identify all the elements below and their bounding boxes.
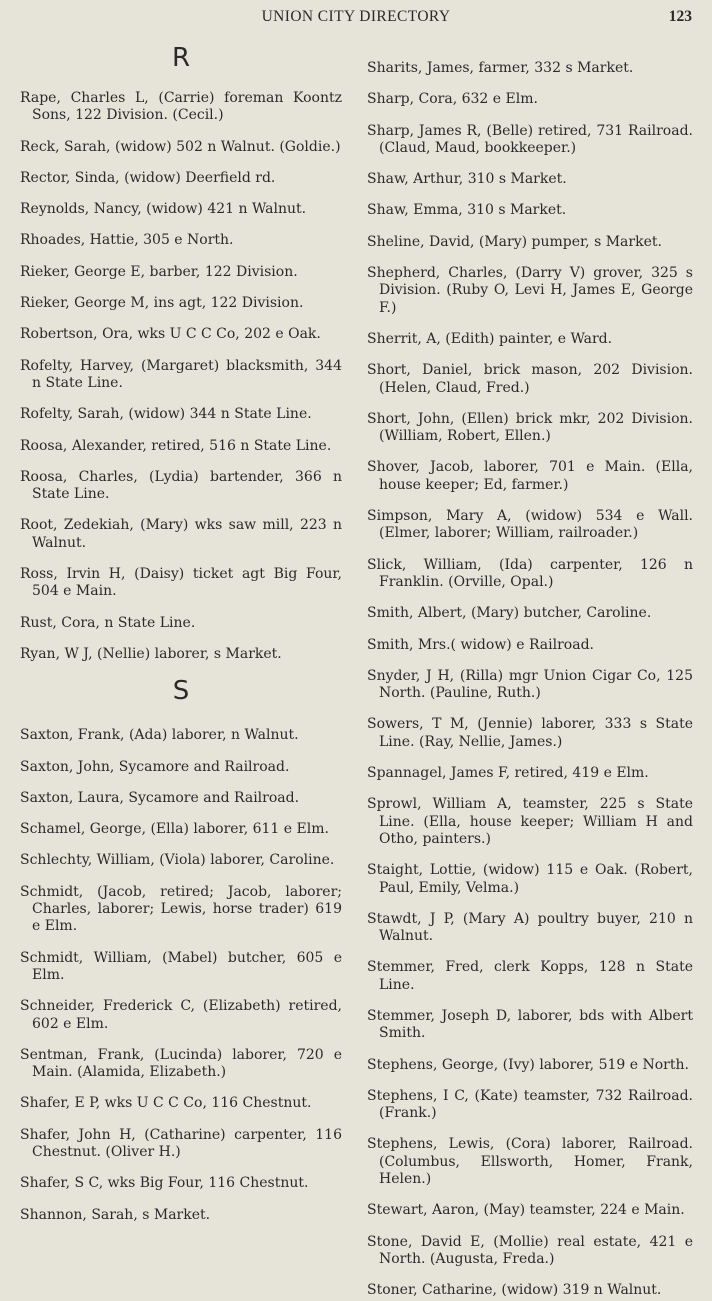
directory-entry: Rieker, George E, barber, 122 Division. [20, 263, 298, 280]
directory-entry: Stemmer, Joseph D, laborer, bds with Albert Smith. [367, 1007, 693, 1042]
directory-entry: Rieker, George M, ins agt, 122 Division. [20, 295, 304, 312]
directory-entry: Saxton, Laura, Sycamore and Railroad. [20, 789, 300, 806]
directory-entry: Root, Zedekiah, (Mary) wks saw mill, 223 n Walnut. [20, 517, 342, 551]
page-header [0, 6, 712, 30]
running-title: UNION CITY DIRECTORY [261, 8, 451, 25]
directory-entry: Short, John, (Ellen) brick mkr, 202 Division. (William, Robert, Ellen.) [367, 410, 693, 445]
directory-entry: Shaw, Arthur, 310 s Market. [367, 171, 567, 188]
directory-entry: Sentman, Frank, (Lucinda) laborer, 720 e Main. (Alamida, Elizabeth.) [20, 1046, 342, 1081]
directory-entry: Stoner, Catharine, (widow) 319 n Walnut. [367, 1282, 662, 1299]
directory-entry: Schlechty, William, (Viola) laborer, Caroline. [20, 852, 335, 869]
directory-entry: Shafer, John H, (Catharine) carpenter, 116 Chestnut. (Oliver H.) [20, 1126, 342, 1160]
section-letter-s: S [172, 676, 190, 707]
directory-entry: Sowers, T M, (Jennie) laborer, 333 s State Line. (Ray, Nellie, James.) [367, 716, 693, 750]
directory-entry: Simpson, Mary A, (widow) 534 e Wall. (Elmer, laborer; William, railroader.) [367, 508, 693, 542]
directory-entry: Sharits, James, farmer, 332 s Market. [367, 60, 634, 76]
directory-entry: Shafer, E P, wks U C C Co, 116 Chestnut. [20, 1095, 312, 1112]
directory-entry: Stephens, Lewis, (Cora) laborer, Railroad. (Columbus, Ellsworth, Homer, Frank, Helen.) [367, 1136, 693, 1188]
directory-entry: Stone, David E, (Mollie) real estate, 421 e North. (Augusta, Freda.) [367, 1233, 693, 1267]
directory-entry: Shepherd, Charles, (Darry V) grover, 325 s Division. (Ruby O, Levi H, James E, George F.) [367, 265, 693, 316]
directory-entry: Stewart, Aaron, (May) teamster, 224 e Main. [367, 1202, 685, 1219]
entries-right-list [367, 60, 693, 1300]
directory-entry: Ryan, W J, (Nellie) laborer, s Market. [20, 645, 282, 662]
directory-entry: Shaw, Emma, 310 s Market. [367, 202, 567, 219]
directory-entry: Robertson, Ora, wks U C C Co, 202 e Oak. [20, 326, 321, 343]
directory-entry: Saxton, John, Sycamore and Railroad. [20, 758, 290, 775]
directory-entry: Rust, Cora, n State Line. [20, 614, 196, 631]
directory-entry: Smith, Mrs.( widow) e Railroad. [367, 636, 594, 653]
directory-entry: Ross, Irvin H, (Daisy) ticket agt Big Four, 504 e Main. [20, 566, 342, 600]
directory-entry: Saxton, Frank, (Ada) laborer, n Walnut. [20, 727, 299, 744]
directory-entry: Sheline, David, (Mary) pumper, s Market. [367, 233, 662, 250]
directory-entry: Roosa, Charles, (Lydia) bartender, 366 n State Line. [20, 468, 342, 503]
entries-s-list [20, 727, 342, 1224]
directory-entry: Staight, Lottie, (widow) 115 e Oak. (Robert, Paul, Emily, Velma.) [367, 862, 693, 896]
section-letter-r: R [171, 43, 191, 73]
directory-entry: Shafer, S C, wks Big Four, 116 Chestnut. [20, 1175, 309, 1192]
directory-entry: Stawdt, J P, (Mary A) poultry buyer, 210 n Walnut. [367, 910, 693, 945]
directory-entry: Reck, Sarah, (widow) 502 n Walnut. (Goldie.) [20, 138, 341, 155]
directory-entry: Schneider, Frederick C, (Elizabeth) retired, 602 e Elm. [20, 998, 342, 1032]
directory-entry: Rhoades, Hattie, 305 e North. [20, 232, 234, 249]
page-number: 123 [668, 8, 692, 25]
directory-entry: Rofelty, Harvey, (Margaret) blacksmith, 344 n State Line. [20, 357, 342, 391]
directory-entry: Sprowl, William A, teamster, 225 s State Line. (Ella, house keeper; William H and Otho, painters.) [367, 796, 693, 847]
directory-entry: Schmidt, (Jacob, retired; Jacob, laborer; Charles, laborer; Lewis, horse trader) 619 e Elm. [20, 883, 342, 935]
directory-entry: Short, Daniel, brick mason, 202 Division. (Helen, Claud, Fred.) [367, 362, 693, 396]
directory-entry: Shannon, Sarah, s Market. [20, 1206, 211, 1223]
directory-entry: Roosa, Alexander, retired, 516 n State Line. [20, 437, 332, 454]
directory-entry: Stephens, George, (Ivy) laborer, 519 e North. [367, 1056, 689, 1073]
directory-entry: Rector, Sinda, (widow) Deerfield rd. [20, 169, 276, 186]
directory-entry: Schamel, George, (Ella) laborer, 611 e Elm. [20, 821, 329, 838]
right-column [367, 46, 693, 1301]
directory-entry: Spannagel, James F, retired, 419 e Elm. [367, 765, 649, 782]
left-column [20, 38, 342, 1225]
directory-entry: Rape, Charles L, (Carrie) foreman Koontz Sons, 122 Division. (Cecil.) [20, 90, 342, 124]
directory-entry: Sharp, James R, (Belle) retired, 731 Railroad. (Claud, Maud, bookkeeper.) [367, 122, 693, 156]
directory-entry: Sherrit, A, (Edith) painter, e Ward. [367, 330, 613, 347]
entries-r-list [20, 90, 342, 663]
directory-entry: Stephens, I C, (Kate) teamster, 732 Railroad. (Frank.) [367, 1087, 693, 1122]
directory-entry: Shover, Jacob, laborer, 701 e Main. (Ella, house keeper; Ed, farmer.) [367, 459, 693, 493]
directory-entry: Rofelty, Sarah, (widow) 344 n State Line. [20, 406, 312, 423]
directory-entry: Sharp, Cora, 632 e Elm. [367, 91, 538, 108]
directory-entry: Slick, William, (Ida) carpenter, 126 n Franklin. (Orville, Opal.) [367, 556, 693, 590]
directory-entry: Snyder, J H, (Rilla) mgr Union Cigar Co, 125 North. (Pauline, Ruth.) [367, 667, 693, 702]
directory-entry: Reynolds, Nancy, (widow) 421 n Walnut. [20, 201, 307, 218]
directory-entry: Smith, Albert, (Mary) butcher, Caroline. [367, 605, 652, 622]
directory-entry: Stemmer, Fred, clerk Kopps, 128 n State Line. [367, 959, 693, 993]
directory-entry: Schmidt, William, (Mabel) butcher, 605 e Elm. [20, 949, 342, 983]
